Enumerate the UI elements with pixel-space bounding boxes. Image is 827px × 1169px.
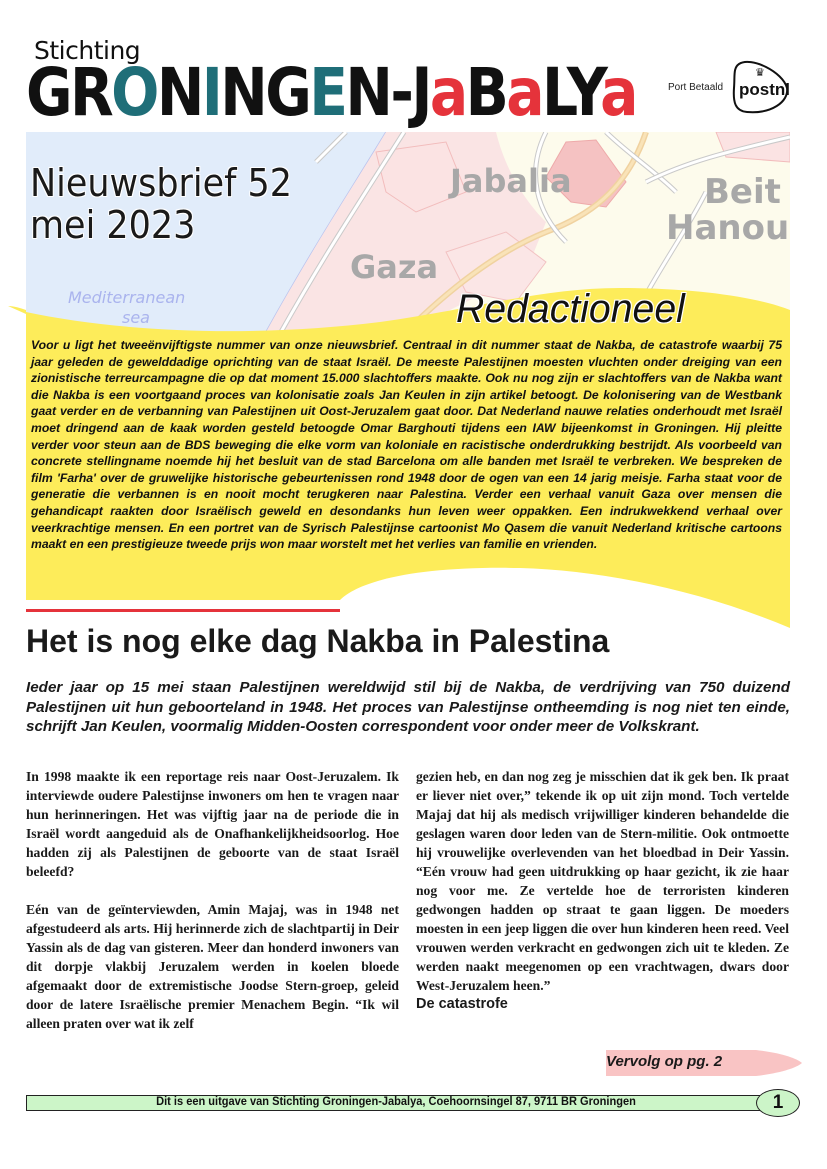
map-label-hanoun: Hanou <box>666 208 790 248</box>
newsletter-title <box>30 162 292 246</box>
postnl-brand: postnl <box>739 80 790 99</box>
article-column-right <box>416 767 789 1014</box>
issue-date: mei 2023 <box>30 203 196 247</box>
map-label-jabalia: Jabalia <box>450 162 572 200</box>
logo-letter-group: N-J <box>345 54 430 131</box>
logo-letter-group: O <box>111 54 157 131</box>
masthead <box>26 36 646 132</box>
logo-letter-group: LY <box>542 54 601 131</box>
article-paragraph: gezien heb, en dan nog zeg je misschien dat ik gek ben. Ik praat er liever niet over,” tekende ik op uit zijn mond. Toch vertelde Majaj dat hij als medisch vrijwilliger kinderen behandelde die geslagen waren door leden van de Stern-militie. Ook ontmoette hij vrouwelijke overlevenden van het bloedbad in Deir Yassin. “Eén vrouw had geen uitdrukking op haar gezicht, ik zie haar nog voor me. Ze vertelde hoe de terroristen kinderen gedwongen hadden op straat te gaan liggen. De moeders moesten in een jeep liggen die over hun kinderen heen reed. Veel vrouwen werden verkracht en gedwongen zich uit te kleden. Ze werden naakt meegenomen op een vrachtwagen, dwars door West-Jeruzalem heen.” <box>416 769 789 993</box>
logo-letter-group: N <box>156 54 202 131</box>
map-label-gaza: Gaza <box>350 248 439 286</box>
editorial-heading: Redactioneel <box>456 287 685 331</box>
article-headline: Het is nog elke dag Nakba in Palestina <box>26 623 610 659</box>
postage-mark <box>665 58 795 118</box>
page-number: 1 <box>756 1089 800 1117</box>
logo-letter-group: a <box>506 54 543 131</box>
logo-letter-group: I <box>201 54 221 131</box>
logo-prefix: Stichting <box>34 36 141 65</box>
logo-letter-group: NG <box>220 54 310 131</box>
footer-publisher-text: Dit is een uitgave van Stichting Groningen-Jabalya, Coehoornsingel 87, 9711 BR Groningen <box>156 1096 636 1108</box>
logo-letter-group: E <box>309 54 346 131</box>
port-betaald-label: Port Betaald <box>668 82 724 93</box>
map-label-sea: Mediterranean <box>68 288 186 307</box>
logo-letter-group: a <box>600 54 636 131</box>
logo-letter-group: GR <box>26 54 112 131</box>
article-lede: Ieder jaar op 15 mei staan Palestijnen wereldwijd stil bij de Nakba, de verdrijving van 750 duizend Palestijnen uit hun geboorteland in 1948. Het proces van Palestijnse ontheemding is nog niet ten einde, schrijft Jan Keulen, voormalig Midden-Oosten correspondent voor onder meer de Volkskrant. <box>26 679 790 735</box>
article-subheading: De catastrofe <box>416 996 508 1012</box>
editorial-body: Voor u ligt het tweeënvijftigste nummer van onze nieuwsbrief. Centraal in dit nummer staat de Nakba, de catastrofe waarbij 75 jaar geleden de gewelddadige oprichting van de staat Israël. De meeste Palestijnen moesten vluchten onder dreiging van een zionistische terreurcampagne die op dat moment 15.000 slachtoffers maakte. Ook nu nog zijn er slachtoffers van de Nakba want die Nakba is een voortgaand proces van kolonisatie zoals Jan Keulen in zijn artikel betoogt. De kolonisering van de Westbank gaat verder en de verbanning van Palestijnen uit Oost-Jeruzalem gaat door. Dat Nederland nauwe relaties onderhoudt met Israël moet dringend aan de kaak worden gesteld betoogde Omar Barghouti tijdens een IAW bijeenkomst in Groningen. Hij pleitte verder voor steun aan de BDS beweging die elke vorm van koloniale en racistische onderdrukking bestrijdt. Als voorbeeld van concrete stellingname noemde hij het besluit van de stad Barcelona om alle banden met Israël te verbreken. We bespreken de film 'Farha' over de gruwelijke historische gebeurtenissen rond 1948 door de ogen van een 14 jarig meisje. Farha staat voor de generatie die verbannen is en nooit mocht terugkeren naar Palestina. Verder een verhaal vanuit Gaza over mensen die gehandicapt raakten door Israëlisch geweld en desondanks hun leven weer oppakken. Een indrukwekkend verhaal over veerkrachtige mensen. En een portret van de Syrisch Palestijnse cartoonist Mo Qasem die vanuit Nederland kritische cartoons maakt en een prestigieuze tweede prijs won maar worstelt met het verlies van familie en vrienden. <box>31 338 782 552</box>
article-column-left <box>26 767 399 1033</box>
article-paragraph: Eén van de geïnterviewden, Amin Majaj, was in 1948 net afgestudeerd als arts. Hij herinnerde zich de slachtpartij in Deir Yassin als de dag van gisteren. Meer dan honderd inwoners van dit dorpje vlakbij Jeruzalem werden in koelen bloede afgemaakt door de extremistische Joodse Stern-groep, geleid door de latere Israëlische premier Menachem Begin. “Ik wil alleen praten over wat ik zelf <box>26 902 399 1031</box>
map-label-beit: Beit <box>704 172 781 212</box>
article-paragraph: In 1998 maakte ik een reportage reis naar Oost-Jeruzalem. Ik interviewde oudere Palestijnse inwoners om hen te vragen naar hun herinneringen. Het was vijftig jaar na de periode die in Israël wordt aangeduid als de Onafhankelijkheidsoorlog. Hoe hadden zij als Palestijnen de geboorte van de staat Israël beleefd? <box>26 769 399 879</box>
crown-icon: ♛ <box>755 67 765 79</box>
section-divider <box>26 609 340 612</box>
map-label-sea-2: sea <box>122 308 150 327</box>
organization-logo <box>26 54 636 131</box>
continued-link[interactable]: Vervolg op pg. 2 <box>606 1053 723 1070</box>
issue-number: Nieuwsbrief 52 <box>30 161 293 205</box>
logo-letter-group: a <box>429 54 466 131</box>
logo-letter-group: B <box>465 54 507 131</box>
